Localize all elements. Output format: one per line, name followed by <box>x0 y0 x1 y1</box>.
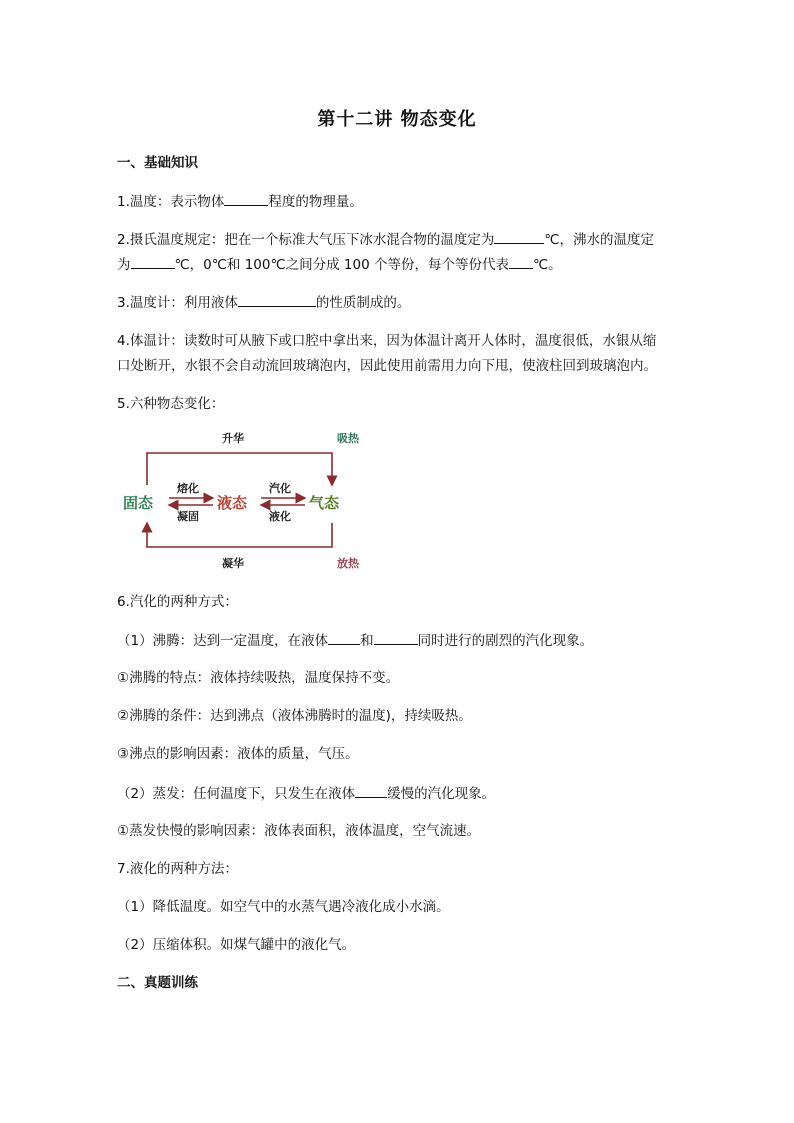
boiling-condition: ②沸腾的条件：达到沸点（液体沸腾时的温度)，持续吸热。 <box>117 708 472 724</box>
item-text: 为 <box>117 257 131 273</box>
fill-blank <box>494 229 544 244</box>
absorb-heat-label: 吸热 <box>337 432 359 445</box>
item-clinical-thermometer-line1: 4.体温计：读数时可从腋下或口腔中拿出来，因为体温计离开人体时，温度很低，水银从缩 <box>117 333 657 349</box>
item-text: ℃。 <box>532 257 562 273</box>
item-celsius-line2 <box>117 254 687 275</box>
item-thermometer <box>117 292 687 313</box>
fill-blank <box>509 254 533 269</box>
liquefaction-method-2: （2）压缩体积。如煤气罐中的液化气。 <box>117 937 356 953</box>
fill-blank <box>374 630 418 645</box>
liquid-state-label: 液态 <box>217 494 248 512</box>
fill-blank <box>238 292 316 307</box>
item-text: （2）蒸发：任何温度下，只发生在液体 <box>117 786 356 802</box>
liquefaction-label: 液化 <box>269 510 291 523</box>
liquefaction-method-1: （1）降低温度。如空气中的水蒸气遇冷液化成小水滴。 <box>117 899 450 915</box>
section-heading-practice: 二、真题训练 <box>117 975 198 991</box>
item-text: 1.温度：表示物体 <box>117 194 225 210</box>
item-text: 程度的物理量。 <box>268 194 363 210</box>
boiling-point-factors: ③沸点的影响因素：液体的质量，气压。 <box>117 746 359 762</box>
item-text: 同时进行的剧烈的汽化现象。 <box>417 633 594 649</box>
item-boiling <box>117 630 687 651</box>
freezing-label: 凝固 <box>177 510 199 523</box>
gas-state-label: 气态 <box>309 494 340 512</box>
state-change-diagram <box>117 425 377 575</box>
item-text: 2.摄氏温度规定：把在一个标准大气压下冰水混合物的温度定为 <box>117 232 495 248</box>
item-text: 缓慢的汽化现象。 <box>387 786 496 802</box>
fill-blank <box>355 783 387 798</box>
item-celsius-line1 <box>117 229 687 250</box>
page-title: 第十二讲 物态变化 <box>317 109 477 130</box>
item-six-changes: 5.六种物态变化： <box>117 396 225 412</box>
fill-blank <box>131 254 175 269</box>
item-evaporation <box>117 783 687 804</box>
sublimation-arrow <box>147 453 332 485</box>
release-heat-label: 放热 <box>337 557 359 570</box>
sublimation-label: 升华 <box>222 432 244 445</box>
melting-label: 熔化 <box>177 482 199 495</box>
item-text: 3.温度计：利用液体 <box>117 295 238 311</box>
solid-state-label: 固态 <box>123 494 154 512</box>
item-text: ℃，0℃和 100℃之间分成 100 个等份，每个等份代表 <box>174 257 509 273</box>
item-text: ℃，沸水的温度定 <box>544 232 655 248</box>
boiling-feature: ①沸腾的特点：液体持续吸热，温度保持不变。 <box>117 670 400 686</box>
item-text: （1）沸腾：达到一定温度，在液体 <box>117 633 329 649</box>
fill-blank <box>224 191 268 206</box>
item-vaporization-title: 6.汽化的两种方式： <box>117 594 238 610</box>
deposition-arrow <box>147 523 332 547</box>
section-heading-basics: 一、基础知识 <box>117 155 198 171</box>
item-text: 和 <box>360 633 374 649</box>
item-clinical-thermometer-line2: 口处断开，水银不会自动流回玻璃泡内，因此使用前需用力向下甩，使液柱回到玻璃泡内。 <box>117 358 657 374</box>
evaporation-factors: ①蒸发快慢的影响因素：液体表面积，液体温度，空气流速。 <box>117 823 481 839</box>
item-liquefaction-title: 7.液化的两种方法： <box>117 861 238 877</box>
vaporization-label: 汽化 <box>269 482 291 495</box>
fill-blank <box>328 630 360 645</box>
deposition-label: 凝华 <box>222 557 244 570</box>
item-text: 的性质制成的。 <box>315 295 411 311</box>
item-temperature <box>117 191 687 212</box>
